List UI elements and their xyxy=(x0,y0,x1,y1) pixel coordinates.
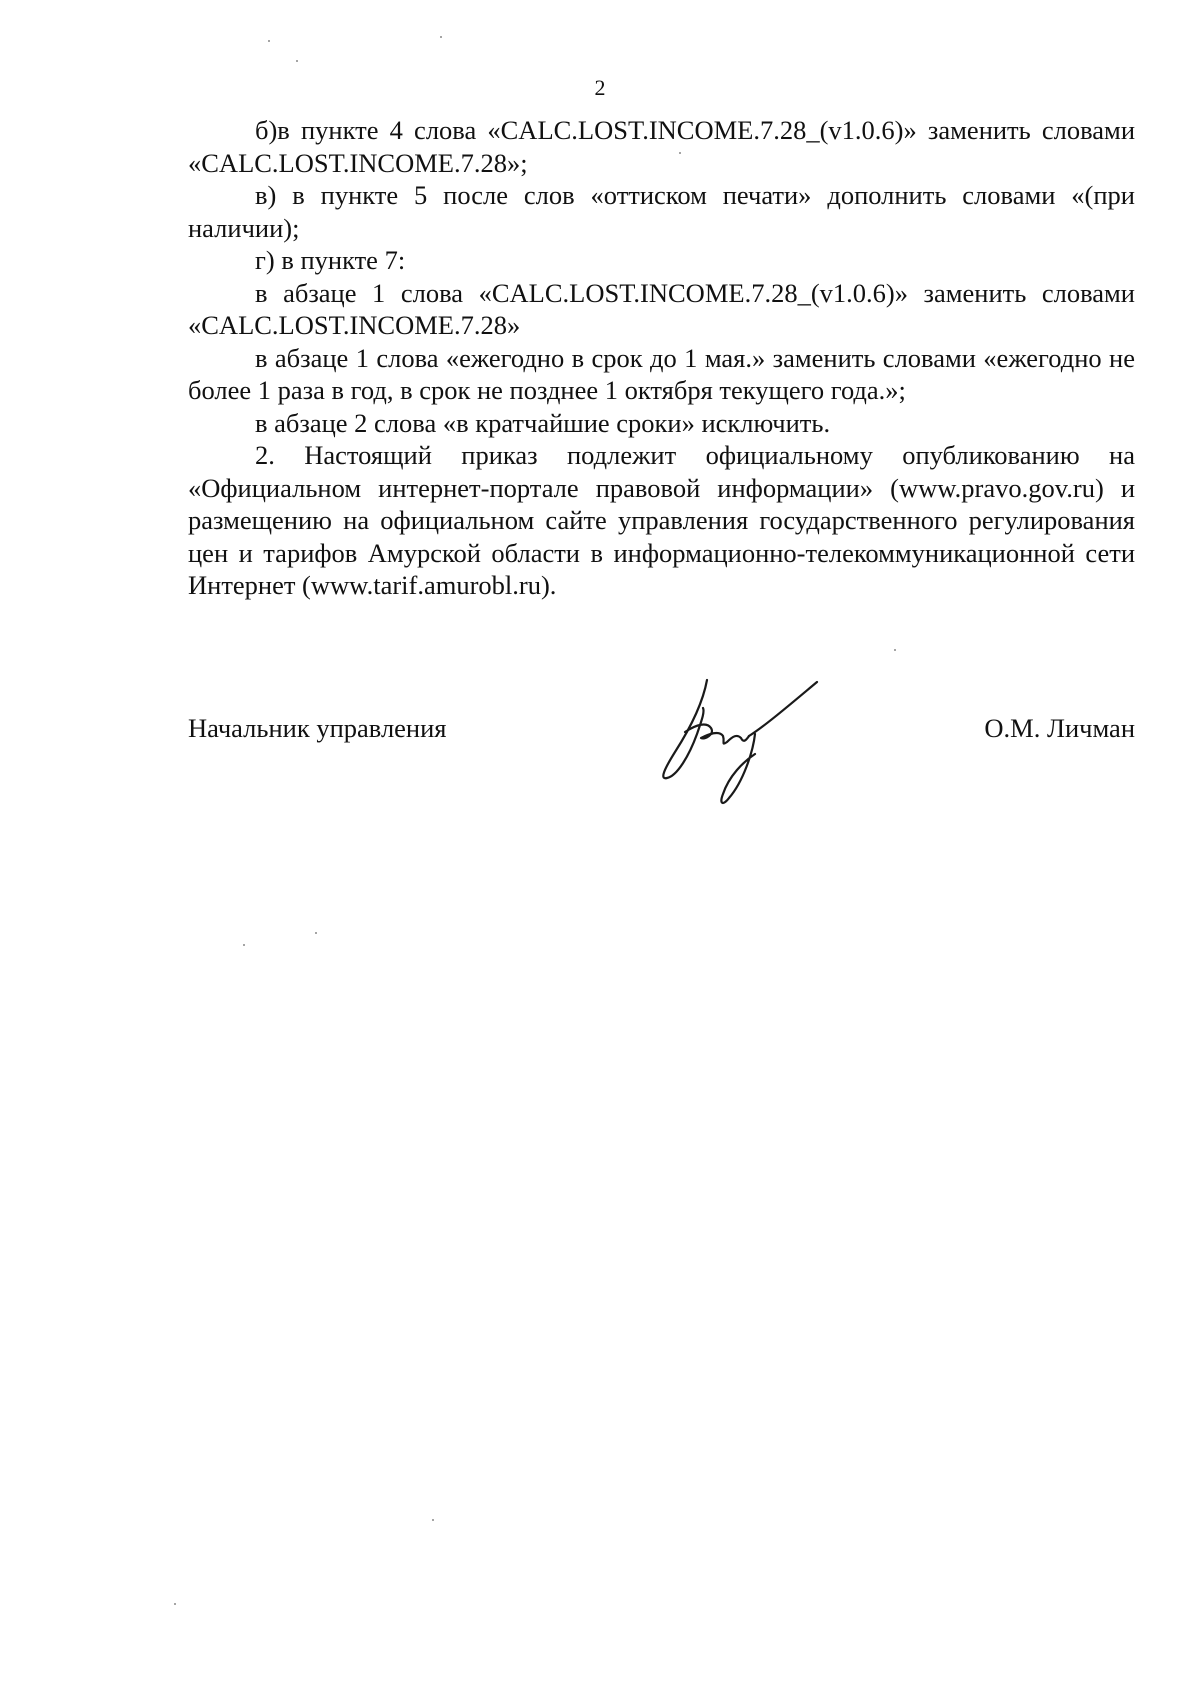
handwritten-signature xyxy=(645,672,845,812)
paragraph-item-g: г) в пункте 7: xyxy=(255,245,406,275)
document-body xyxy=(188,114,1135,602)
scan-speck xyxy=(679,152,681,154)
scan-speck xyxy=(243,944,245,946)
page-number: 2 xyxy=(594,75,606,100)
scan-speck xyxy=(174,1603,176,1605)
paragraph-abzac-2: в абзаце 2 слова «в кратчайшие сроки» исключить. xyxy=(255,407,831,438)
scan-speck xyxy=(440,36,442,38)
scan-speck xyxy=(315,932,317,934)
paragraph-item-b: б)в пункте 4 слова «CALC.LOST.INCOME.7.28_(v1.0.6)» заменить словами «CALC.LOST.INCOME.7.28»; xyxy=(188,115,1135,178)
paragraph-abzac-1-version: в абзаце 1 слова «CALC.LOST.INCOME.7.28_(v1.0.6)» заменить словами «CALC.LOST.INCOME.7.28» xyxy=(188,277,1135,340)
scan-speck xyxy=(296,60,298,62)
scan-speck xyxy=(894,649,896,651)
paragraph-abzac-1-deadline: в абзаце 1 слова «ежегодно в срок до 1 мая.» заменить словами «ежегодно не более 1 раза в год, в срок не позднее 1 октября текущего года.»; xyxy=(188,342,1135,405)
paragraph-publication: 2. Настоящий приказ подлежит официальному опубликованию на «Официальном интернет-портале правовой информации» (www.pravo.gov.ru) и размещению на официальном сайте управления государственного регулирования цен и тарифов Амурской области в информационно-телекоммуникационной сети Интернет (www.tarif.amurobl.ru). xyxy=(188,440,1135,600)
signatory-title: Начальник управления xyxy=(188,713,447,743)
signatory-name: О.М. Личман xyxy=(984,713,1135,743)
scan-speck xyxy=(268,40,270,42)
scan-speck xyxy=(432,1519,434,1521)
paragraph-item-v: в) в пункте 5 после слов «оттиском печати» дополнить словами «(при наличии); xyxy=(188,180,1135,243)
